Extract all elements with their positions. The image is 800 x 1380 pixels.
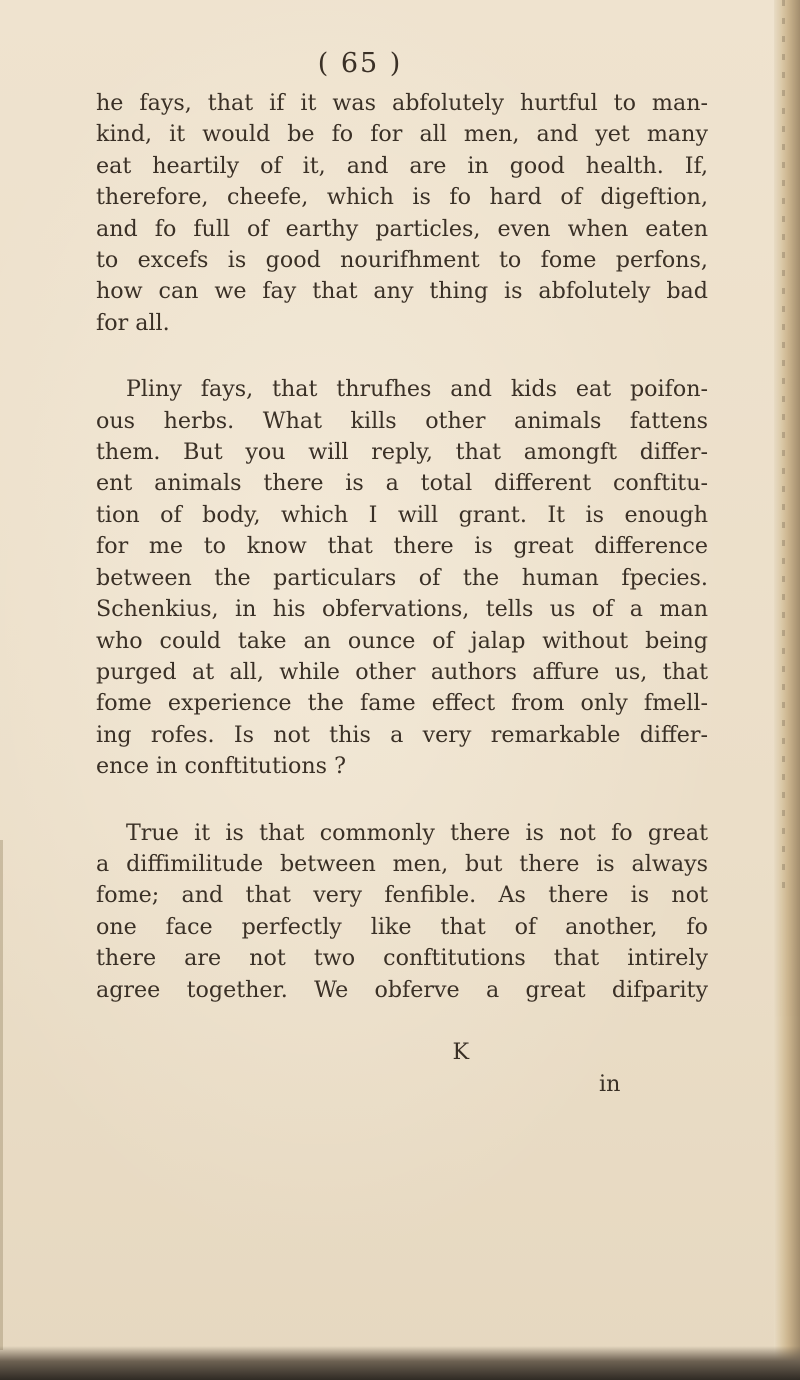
catchword: in — [599, 1070, 621, 1097]
text-line: a diffimilitude between men, but there is always — [96, 850, 708, 877]
text-line: therefore, cheefe, which is fo hard of digeftion, — [96, 184, 708, 211]
text-line: who could take an ounce of jalap without being — [96, 627, 708, 654]
text-line: ent animals there is a total different conftitu- — [96, 470, 708, 497]
page-edge-bottom — [0, 1346, 800, 1380]
text-line: Schenkius, in his obfervations, tells us of a man — [96, 596, 708, 623]
catchword-line — [396, 1006, 621, 1132]
page-number-header: ( 65 ) — [317, 48, 403, 79]
text-line: True it is that commonly there is not fo great — [126, 819, 708, 846]
text-line: Pliny fays, that thrufhes and kids eat poifon- — [126, 376, 708, 403]
text-line: between the particulars of the human fpecies. — [96, 564, 708, 591]
text-line: them. But you will reply, that amongft differ- — [96, 439, 708, 466]
text-line: tion of body, which I will grant. It is enough — [96, 501, 708, 528]
text-line: ous herbs. What kills other animals fattens — [96, 407, 708, 434]
page-edge-right — [774, 0, 800, 1380]
text-line: kind, it would be fo for all men, and yet many — [96, 121, 708, 148]
text-line: purged at all, while other authors affure us, that — [96, 658, 708, 685]
text-line: there are not two conftitutions that intirely — [96, 945, 708, 972]
text-line: agree together. We obferve a great difparity — [96, 976, 708, 1003]
text-line: for all. — [96, 309, 170, 336]
text-line: for me to know that there is great difference — [96, 533, 708, 560]
paragraph-3 — [96, 818, 708, 1132]
page-edge-left — [0, 840, 3, 1350]
signature-mark: K — [452, 1039, 470, 1066]
text-line: to excefs is good nourifhment to fome perfons, — [96, 247, 708, 274]
page-body — [96, 88, 708, 1167]
text-line: how can we fay that any thing is abfolutely bad — [96, 278, 708, 305]
paragraph-2 — [96, 374, 708, 782]
text-line: ing rofes. Is not this a very remarkable differ- — [96, 721, 708, 748]
paragraph-1 — [96, 88, 708, 339]
text-line: and fo full of earthy particles, even when eaten — [96, 215, 708, 242]
text-line: one face perfectly like that of another, fo — [96, 913, 708, 940]
text-line: ence in conftitutions ? — [96, 753, 346, 780]
text-line: fome experience the fame effect from only fmell- — [96, 690, 708, 717]
text-line: he fays, that if it was abfolutely hurtful to man- — [96, 90, 708, 116]
text-line: fome; and that very fenfible. As there is not — [96, 882, 708, 909]
text-line: eat heartily of it, and are in good health. If, — [96, 152, 708, 179]
